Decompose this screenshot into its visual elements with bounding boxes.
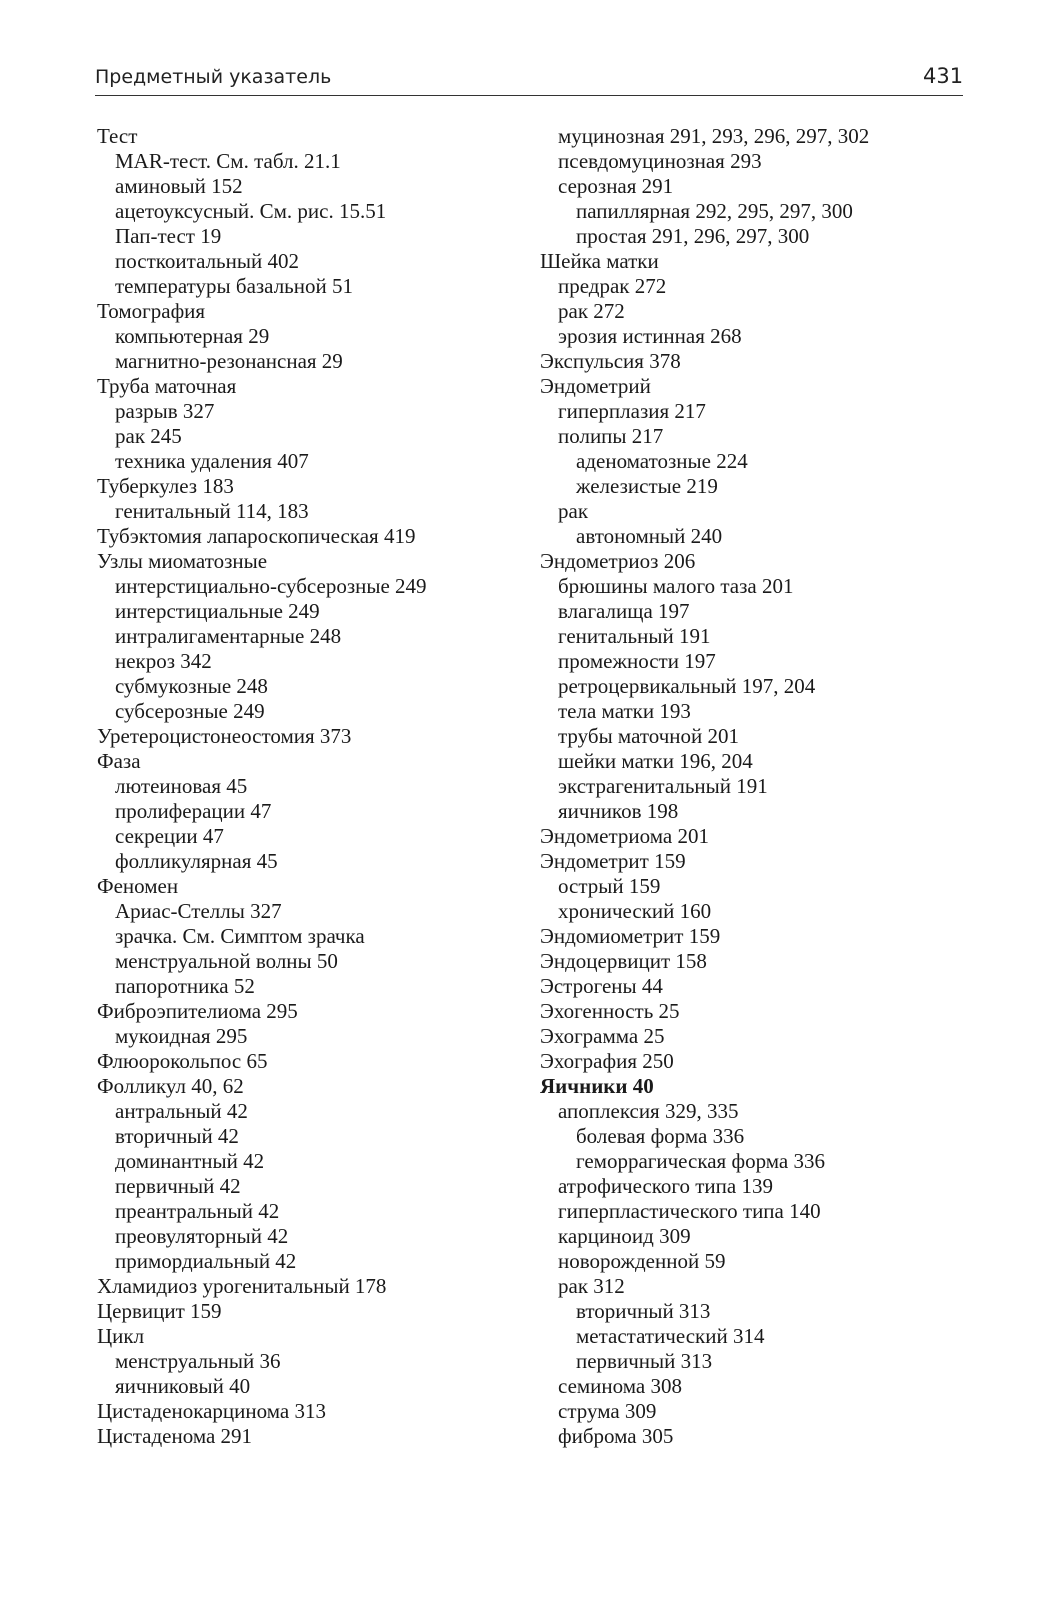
index-entry: экстрагенитальный 191 <box>558 774 768 798</box>
index-entry: вторичный 42 <box>115 1124 239 1148</box>
index-entry: первичный 313 <box>576 1349 713 1373</box>
index-entry: гиперпластического типа 140 <box>558 1199 821 1223</box>
index-entry: интерстициально-субсерозные 249 <box>115 574 427 598</box>
index-entry: тела матки 193 <box>558 699 691 723</box>
index-entry: субсерозные 249 <box>115 699 265 723</box>
index-entry: Пап-тест 19 <box>115 224 222 248</box>
index-entry: атрофического типа 139 <box>558 1174 773 1198</box>
index-entry: Хламидиоз урогенитальный 178 <box>97 1274 387 1298</box>
index-entry: геморрагическая форма 336 <box>576 1149 825 1173</box>
index-entry: простая 291, 296, 297, 300 <box>576 224 810 248</box>
index-entry: апоплексия 329, 335 <box>558 1099 739 1123</box>
index-entry: компьютерная 29 <box>115 324 270 348</box>
index-entry: MAR-тест. См. табл. 21.1 <box>115 149 341 173</box>
index-entry: генитальный 114, 183 <box>115 499 309 523</box>
index-entry: папиллярная 292, 295, 297, 300 <box>576 199 853 223</box>
index-entry: яичников 198 <box>558 799 679 823</box>
index-entry: Эндометрий <box>540 374 651 398</box>
index-entry: эрозия истинная 268 <box>558 324 742 348</box>
index-entry: Эндометриоз 206 <box>540 549 696 573</box>
index-entry: карциноид 309 <box>558 1224 691 1248</box>
index-entry: преантральный 42 <box>115 1199 280 1223</box>
index-entry: Тубэктомия лапароскопическая 419 <box>97 524 416 548</box>
index-entry: серозная 291 <box>558 174 674 198</box>
index-entry: Ариас-Стеллы 327 <box>115 899 282 923</box>
index-entry: Феномен <box>97 874 179 898</box>
index-entry: Флюорокольпос 65 <box>97 1049 268 1073</box>
index-entry: Эндоцервицит 158 <box>540 949 707 973</box>
index-entry: струма 309 <box>558 1399 657 1423</box>
index-entry: посткоитальный 402 <box>115 249 299 273</box>
index-entry: Цистаденома 291 <box>97 1424 253 1448</box>
index-entry: папоротника 52 <box>115 974 255 998</box>
index-entry: шейки матки 196, 204 <box>558 749 753 773</box>
index-entry: трубы маточной 201 <box>558 724 739 748</box>
index-entry: некроз 342 <box>115 649 212 673</box>
index-column-left <box>97 124 517 1449</box>
index-entry: Эндометриома 201 <box>540 824 709 848</box>
index-entry: Эндомиометрит 159 <box>540 924 721 948</box>
index-entry: новорожденной 59 <box>558 1249 726 1273</box>
index-entry: псевдомуцинозная 293 <box>558 149 762 173</box>
index-column-right <box>540 124 960 1449</box>
index-entry: яичниковый 40 <box>115 1374 251 1398</box>
index-entry: хронический 160 <box>558 899 712 923</box>
index-entry: болевая форма 336 <box>576 1124 745 1148</box>
index-entry: острый 159 <box>558 874 661 898</box>
index-entry: фиброма 305 <box>558 1424 674 1448</box>
header-divider <box>95 95 963 96</box>
index-entry: магнитно-резонансная 29 <box>115 349 343 373</box>
index-entry: Труба маточная <box>97 374 237 398</box>
index-entry: доминантный 42 <box>115 1149 265 1173</box>
index-entry: Томография <box>97 299 206 323</box>
index-entry: рак 272 <box>558 299 625 323</box>
index-entry: полипы 217 <box>558 424 664 448</box>
index-entry: Эндометрит 159 <box>540 849 686 873</box>
index-entry: субмукозные 248 <box>115 674 268 698</box>
index-entry: Эхогенность 25 <box>540 999 680 1023</box>
index-entry: фолликулярная 45 <box>115 849 278 873</box>
index-entry: Уретероцистонеостомия 373 <box>97 724 352 748</box>
index-entry: Эхограмма 25 <box>540 1024 665 1048</box>
index-entry: муцинозная 291, 293, 296, 297, 302 <box>558 124 870 148</box>
index-entry: интралигаментарные 248 <box>115 624 342 648</box>
index-entry: аденоматозные 224 <box>576 449 748 473</box>
index-entry: Узлы миоматозные <box>97 549 268 573</box>
index-entry: Цистаденокарцинома 313 <box>97 1399 326 1423</box>
index-entry: Тест <box>97 124 138 148</box>
index-entry: менструальной волны 50 <box>115 949 338 973</box>
index-entry: ацетоуксусный. См. рис. 15.51 <box>115 199 387 223</box>
index-entry: рак 245 <box>115 424 182 448</box>
index-entry: ретроцервикальный 197, 204 <box>558 674 816 698</box>
index-entry: пролиферации 47 <box>115 799 272 823</box>
index-entry: Экспульсия 378 <box>540 349 681 373</box>
index-entry: Эхография 250 <box>540 1049 674 1073</box>
index-entry: Цикл <box>97 1324 145 1348</box>
running-header-title: Предметный указатель <box>95 66 332 88</box>
index-entry: семинома 308 <box>558 1374 682 1398</box>
page-number: 431 <box>923 64 964 88</box>
index-entry: аминовый 152 <box>115 174 243 198</box>
index-entry: брюшины малого таза 201 <box>558 574 794 598</box>
index-entry: Шейка матки <box>540 249 659 273</box>
index-entry: первичный 42 <box>115 1174 241 1198</box>
index-entry: генитальный 191 <box>558 624 711 648</box>
index-entry: разрыв 327 <box>115 399 215 423</box>
index-entry: рак 312 <box>558 1274 625 1298</box>
index-entry: предрак 272 <box>558 274 667 298</box>
index-entry: примордиальный 42 <box>115 1249 297 1273</box>
index-entry: влагалища 197 <box>558 599 690 623</box>
index-entry: Туберкулез 183 <box>97 474 234 498</box>
index-entry: Яичники 40 <box>540 1074 654 1098</box>
index-entry: Фаза <box>97 749 141 773</box>
index-entry: секреции 47 <box>115 824 224 848</box>
index-entry: менструальный 36 <box>115 1349 281 1373</box>
index-entry: вторичный 313 <box>576 1299 711 1323</box>
index-entry: Фиброэпителиома 295 <box>97 999 298 1023</box>
index-entry: Цервицит 159 <box>97 1299 222 1323</box>
index-entry: мукоидная 295 <box>115 1024 248 1048</box>
index-entry: зрачка. См. Симптом зрачка <box>115 924 365 948</box>
index-entry: Эстрогены 44 <box>540 974 663 998</box>
index-entry: температуры базальной 51 <box>115 274 353 298</box>
index-entry: гиперплазия 217 <box>558 399 706 423</box>
index-entry: техника удаления 407 <box>115 449 309 473</box>
index-entry: лютеиновая 45 <box>115 774 248 798</box>
index-entry: интерстициальные 249 <box>115 599 320 623</box>
index-entry: автономный 240 <box>576 524 723 548</box>
index-entry: железистые 219 <box>576 474 718 498</box>
index-entry: рак <box>558 499 589 523</box>
index-entry: антральный 42 <box>115 1099 248 1123</box>
index-entry: промежности 197 <box>558 649 716 673</box>
index-entry: метастатический 314 <box>576 1324 765 1348</box>
index-entry: преовуляторный 42 <box>115 1224 289 1248</box>
index-entry: Фолликул 40, 62 <box>97 1074 244 1098</box>
